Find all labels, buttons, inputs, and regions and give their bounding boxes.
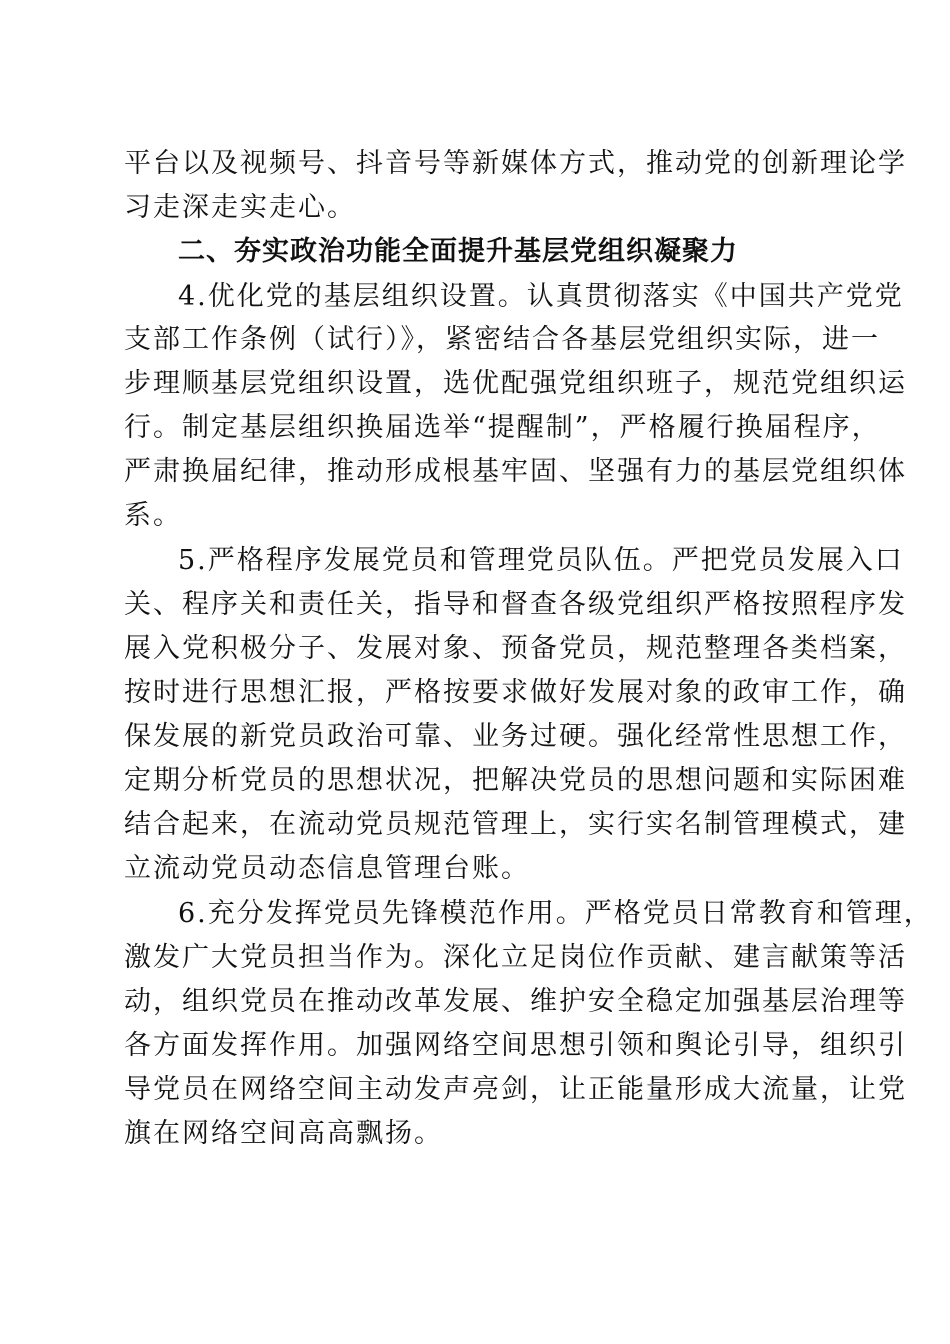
paragraph-5-line: 5.严格程序发展党员和管理党员队伍。严把党员发展入口 [178,545,904,576]
paragraph-5-line: 按时进行思想汇报，严格按要求做好发展对象的政审工作，确 [124,677,907,708]
paragraph-4-line: 系。 [124,500,182,531]
paragraph-5-line: 保发展的新党员政治可靠、业务过硬。强化经常性思想工作， [124,721,907,752]
paragraph-6-line: 各方面发挥作用。加强网络空间思想引领和舆论引导，组织引 [124,1030,907,1061]
paragraph-6-line: 动，组织党员在推动改革发展、维护安全稳定加强基层治理等 [124,986,907,1017]
paragraph-6-line: 旗在网络空间高高飘扬。 [124,1118,443,1149]
paragraph-5-line: 定期分析党员的思想状况，把解决党员的思想问题和实际困难 [124,765,907,796]
paragraph-4-line: 严肃换届纪律，推动形成根基牢固、坚强有力的基层党组织体 [124,456,907,487]
section-heading: 二、夯实政治功能全面提升基层党组织凝聚力 [178,236,738,267]
paragraph-5-line: 展入党积极分子、发展对象、预备党员，规范整理各类档案， [124,633,907,664]
paragraph-6-line: 导党员在网络空间主动发声亮剑，让正能量形成大流量，让党 [124,1074,907,1105]
paragraph-4-line: 行。制定基层组织换届选举“提醒制”，严格履行换届程序， [124,412,881,443]
paragraph-4-line: 步理顺基层党组织设置，选优配强党组织班子，规范党组织运 [124,368,907,399]
paragraph-5-line: 立流动党员动态信息管理台账。 [124,853,530,884]
paragraph-5-line: 关、程序关和责任关，指导和督查各级党组织严格按照程序发 [124,589,907,620]
intro-line: 平台以及视频号、抖音号等新媒体方式，推动党的创新理论学 [124,148,907,179]
paragraph-6-line: 6.充分发挥党员先锋模范作用。严格党员日常教育和管理， [178,898,933,929]
paragraph-4-line: 支部工作条例（试行）》，紧密结合各基层党组织实际，进一 [124,324,880,355]
intro-line: 习走深走实走心。 [124,192,356,223]
paragraph-5-line: 结合起来，在流动党员规范管理上，实行实名制管理模式，建 [124,809,907,840]
paragraph-4-line: 4.优化党的基层组织设置。认真贯彻落实《中国共产党党 [178,281,904,312]
paragraph-6-line: 激发广大党员担当作为。深化立足岗位作贡献、建言献策等活 [124,942,907,973]
